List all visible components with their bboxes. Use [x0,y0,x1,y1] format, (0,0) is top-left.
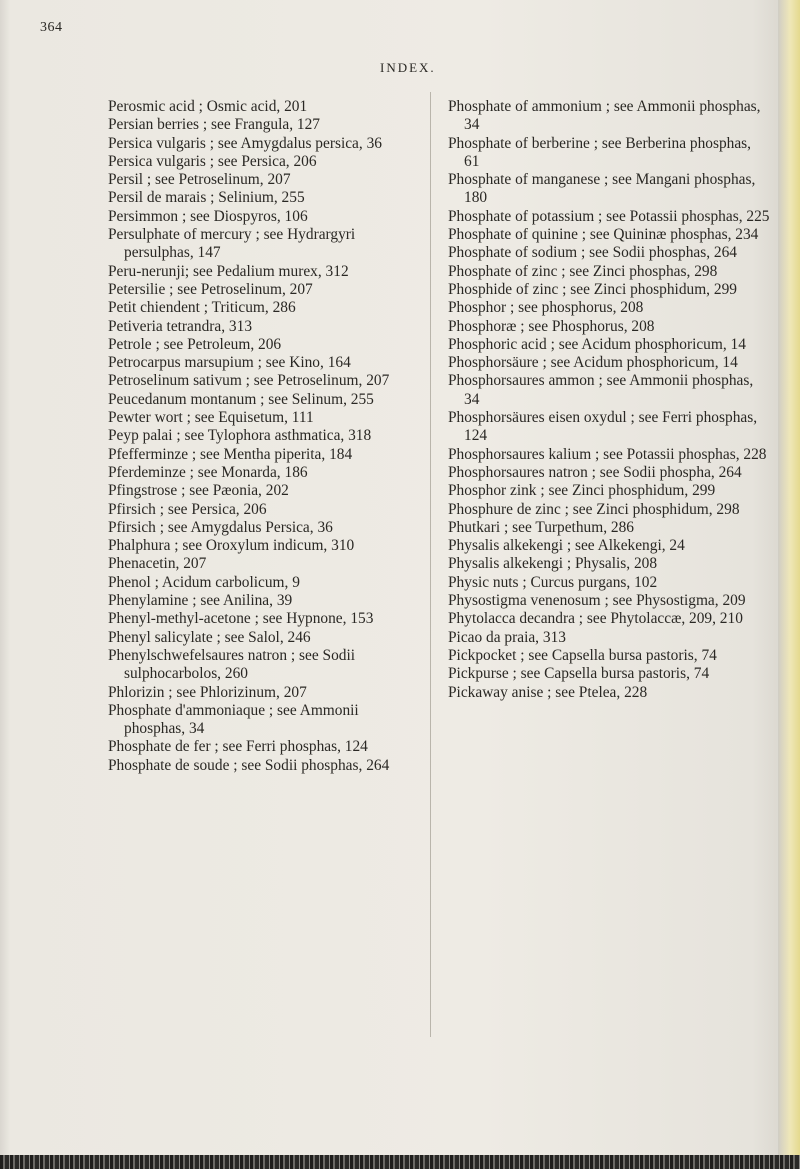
index-entry: Peyp palai ; see Tylophora asthmatica, 318 [108,427,372,445]
index-entry: Physic nuts ; Curcus purgans, 102 [448,573,658,591]
index-entry: Phosphoric acid ; see Acidum phosphoricum, 14 [448,335,746,353]
index-entry: Phosphor zink ; see Zinci phosphidum, 299 [448,482,716,500]
index-entry: Phosphate d'ammoniaque ; see Ammonii phosphas, 34 [108,701,359,738]
index-entry: Phenacetin, 207 [108,555,207,573]
running-head: INDEX. [380,60,436,75]
index-entry: Persil ; see Petroselinum, 207 [108,171,291,189]
index-entry: Phosphate of manganese ; see Mangani phosphas, 180 [448,171,756,207]
index-entry: Phlorizin ; see Phlorizinum, 207 [108,683,307,701]
index-entry: Persil de marais ; Selinium, 255 [108,189,305,207]
column-divider [430,92,431,1037]
index-entry: Pferdeminze ; see Monarda, 186 [108,463,308,481]
index-entry: Pfirsich ; see Persica, 206 [108,500,267,518]
index-entry: Petrocarpus marsupium ; see Kino, 164 [108,354,351,372]
index-entry: Phosphate of quinine ; see Quininæ phosphas, 234 [448,226,759,244]
index-entry: Pickpurse ; see Capsella bursa pastoris, 74 [448,665,710,683]
index-entry: Peru-nerunji; see Pedalium murex, 312 [108,262,349,280]
index-entry: Phosphate of potassium ; see Potassii phosphas, 225 [448,207,770,225]
index-entry: Phosphate de soude ; see Sodii phosphas, 264 [108,756,390,774]
index-entry: Persulphate of mercury ; see Hydrargyri persulphas, 147 [108,226,356,262]
index-entry: Phosphate of berberine ; see Berberina phosphas, 61 [448,134,752,170]
index-entry: Phytolacca decandra ; see Phytolaccæ, 209, 210 [448,610,743,628]
index-entry: Perosmic acid ; Osmic acid, 201 [108,98,308,115]
index-entry: Phenol ; Acidum carbolicum, 9 [108,573,300,591]
index-entry: Pickaway anise ; see Ptelea, 228 [448,683,648,701]
index-column-left [108,98,418,775]
index-entry: Phosphoræ ; see Phosphorus, 208 [448,317,655,335]
index-column-right [448,98,770,702]
index-entry: Phosphorsäure ; see Acidum phosphoricum, 14 [448,354,738,372]
index-entry: Phosphorsaures kalium ; see Potassii phosphas, 228 [448,445,767,463]
index-entry: Peucedanum montanum ; see Selinum, 255 [108,390,374,408]
index-entry: Phosphure de zinc ; see Zinci phosphidum, 298 [448,500,740,518]
index-entry: Persimmon ; see Diospyros, 106 [108,207,308,225]
index-entry: Phalphura ; see Oroxylum indicum, 310 [108,537,355,555]
index-entry: Persica vulgaris ; see Persica, 206 [108,152,317,170]
index-entry: Phosphorsäures eisen oxydul ; see Ferri phosphas, 124 [448,409,758,445]
index-entry: Phosphate of ammonium ; see Ammonii phosphas, 34 [448,98,761,134]
index-entry: Phenyl salicylate ; see Salol, 246 [108,628,311,646]
index-entry: Physalis alkekengi ; see Alkekengi, 24 [448,537,685,555]
index-entry: Petrole ; see Petroleum, 206 [108,335,282,353]
page-number: 364 [40,20,63,35]
index-entry: Phenylamine ; see Anilina, 39 [108,592,293,610]
index-entry: Pfefferminze ; see Mentha piperita, 184 [108,445,353,463]
index-entry: Phosphide of zinc ; see Zinci phosphidum, 299 [448,280,737,298]
index-entry: Phosphorsaures natron ; see Sodii phospha, 264 [448,463,742,481]
index-entry: Phosphate of zinc ; see Zinci phosphas, 298 [448,262,718,280]
index-entry: Pickpocket ; see Capsella bursa pastoris, 74 [448,646,717,664]
index-entry: Phosphor ; see phosphorus, 208 [448,299,644,317]
index-entry: Petersilie ; see Petroselinum, 207 [108,280,313,298]
index-entry: Physostigma venenosum ; see Physostigma, 209 [448,592,746,610]
index-entry: Petroselinum sativum ; see Petroselinum, 207 [108,372,390,390]
bottom-page-edge [0,1155,800,1169]
index-entry: Picao da praia, 313 [448,628,566,646]
index-entry: Phenylschwefelsaures natron ; see Sodii sulphocarbolos, 260 [108,646,356,683]
index-entry: Persian berries ; see Frangula, 127 [108,116,320,134]
index-entry: Phosphate of sodium ; see Sodii phosphas, 264 [448,244,737,262]
index-entry: Phenyl-methyl-acetone ; see Hypnone, 153 [108,610,374,628]
index-entry: Phutkari ; see Turpethum, 286 [448,518,634,536]
index-entry: Persica vulgaris ; see Amygdalus persica, 36 [108,134,382,152]
index-entry: Pewter wort ; see Equisetum, 111 [108,409,314,427]
page-edge-shadow [778,0,800,1169]
index-entry: Petit chiendent ; Triticum, 286 [108,299,296,317]
index-entry: Pfirsich ; see Amygdalus Persica, 36 [108,518,333,536]
index-entry: Phosphorsaures ammon ; see Ammonii phosphas, 34 [448,372,754,408]
index-entry: Phosphate de fer ; see Ferri phosphas, 124 [108,738,368,756]
index-entry: Physalis alkekengi ; Physalis, 208 [448,555,658,573]
index-entry: Pfingstrose ; see Pæonia, 202 [108,482,289,500]
index-entry: Petiveria tetrandra, 313 [108,317,253,335]
